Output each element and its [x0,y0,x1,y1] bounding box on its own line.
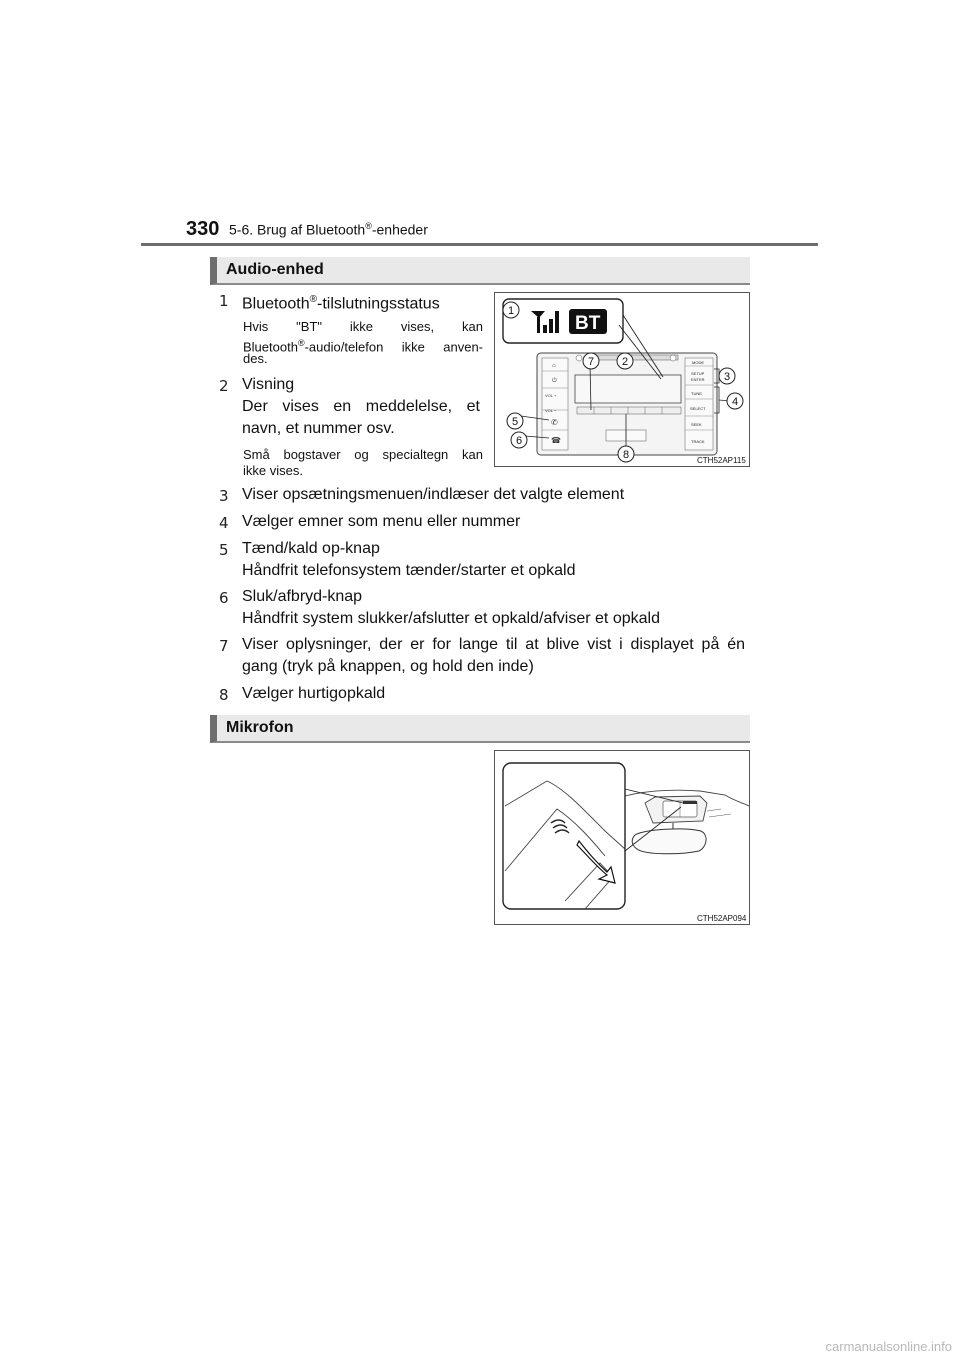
watermark: carmanualsonline.info [825,1339,952,1354]
item-6-desc: Håndfrit system slukker/afslutter et opkald/afviser et opkald [242,610,660,627]
microphone-zoom [503,763,625,909]
section-audio-unit: Audio-enhed [210,257,750,285]
item-7-text-line1: Viser oplysninger, der er for lange til at blive vist i displayet på én [242,636,745,653]
vol-down-label: VOL − [545,408,557,413]
enter-button-label: ENTER [691,377,705,382]
callout-6: 6 [515,435,523,447]
seek-button-label: SEEK [691,422,702,427]
item-2-desc-line2: navn, et nummer osv. [242,420,395,437]
callout-2: 2 [621,356,629,368]
item-1-note-line3: des. [243,351,268,366]
select-button-label: SELECT [690,406,706,411]
figure-2-code: CTH52AP094 [697,914,747,923]
callout-3: 3 [723,371,731,383]
item-number: 5 [219,541,229,559]
item-2-title: Visning [242,376,295,393]
item-2-note-line2: ikke vises. [243,463,303,478]
track-button-label: TRACK [691,439,705,444]
item-number: 3 [219,487,229,505]
item-4-text: Vælger emner som menu eller nummer [242,513,521,530]
item-number: 6 [219,589,229,607]
page-number: 330 [186,218,220,240]
item-number: 4 [219,514,229,532]
item-number: 2 [219,377,229,395]
item-7-text-line2: gang (tryk på knappen, og hold den inde) [242,658,534,675]
callout-1: 1 [507,305,515,317]
item-5-desc: Håndfrit telefonsystem tænder/starter et opkald [242,562,576,579]
audio-unit-figure [494,292,750,467]
callout-7: 7 [587,356,595,368]
item-number: 7 [219,637,229,655]
item-1-title: Bluetooth®-tilslutningsstatus [242,294,440,313]
item-1-note-line1: Hvis "BT" ikke vises, kan [243,319,483,334]
item-3-text: Viser opsætningsmenuen/indlæser det valgte element [242,486,625,503]
item-1-note-line2: Bluetooth®-audio/telefon ikke anven- [243,338,483,355]
item-5-title: Tænd/kald op-knap [242,540,380,557]
header-rule [141,243,818,246]
svg-text:⏻: ⏻ [552,378,557,384]
item-2-desc-line1: Der vises en meddelelse, et [242,398,480,415]
bt-indicator-label: BT [575,313,601,334]
callout-5: 5 [511,416,519,428]
microphone-illustration [495,751,749,924]
item-8-text: Vælger hurtigopkald [242,685,386,702]
figure-1-code: CTH52AP115 [697,456,746,465]
mode-button-label: MODE [692,360,704,365]
setup-button-label: SETUP [691,371,705,376]
item-2-note-line1: Små bogstaver og specialtegn kan [243,447,483,462]
chapter-title: 5-6. Brug af Bluetooth®-enheder [229,221,428,238]
section-microphone: Mikrofon [210,715,750,743]
phone-call-icon: ✆ [551,418,558,427]
microphone-figure [494,750,750,925]
item-number: 1 [219,292,229,310]
callout-4: 4 [731,396,739,408]
svg-text:⌂: ⌂ [552,363,556,369]
audio-unit-illustration [495,293,749,466]
item-6-title: Sluk/afbryd-knap [242,588,363,605]
phone-hangup-icon: ☎ [551,436,561,445]
tune-button-label: TUNE [691,391,702,396]
vol-up-label: VOL + [545,393,557,398]
callout-8: 8 [622,449,630,461]
item-number: 8 [219,686,229,704]
